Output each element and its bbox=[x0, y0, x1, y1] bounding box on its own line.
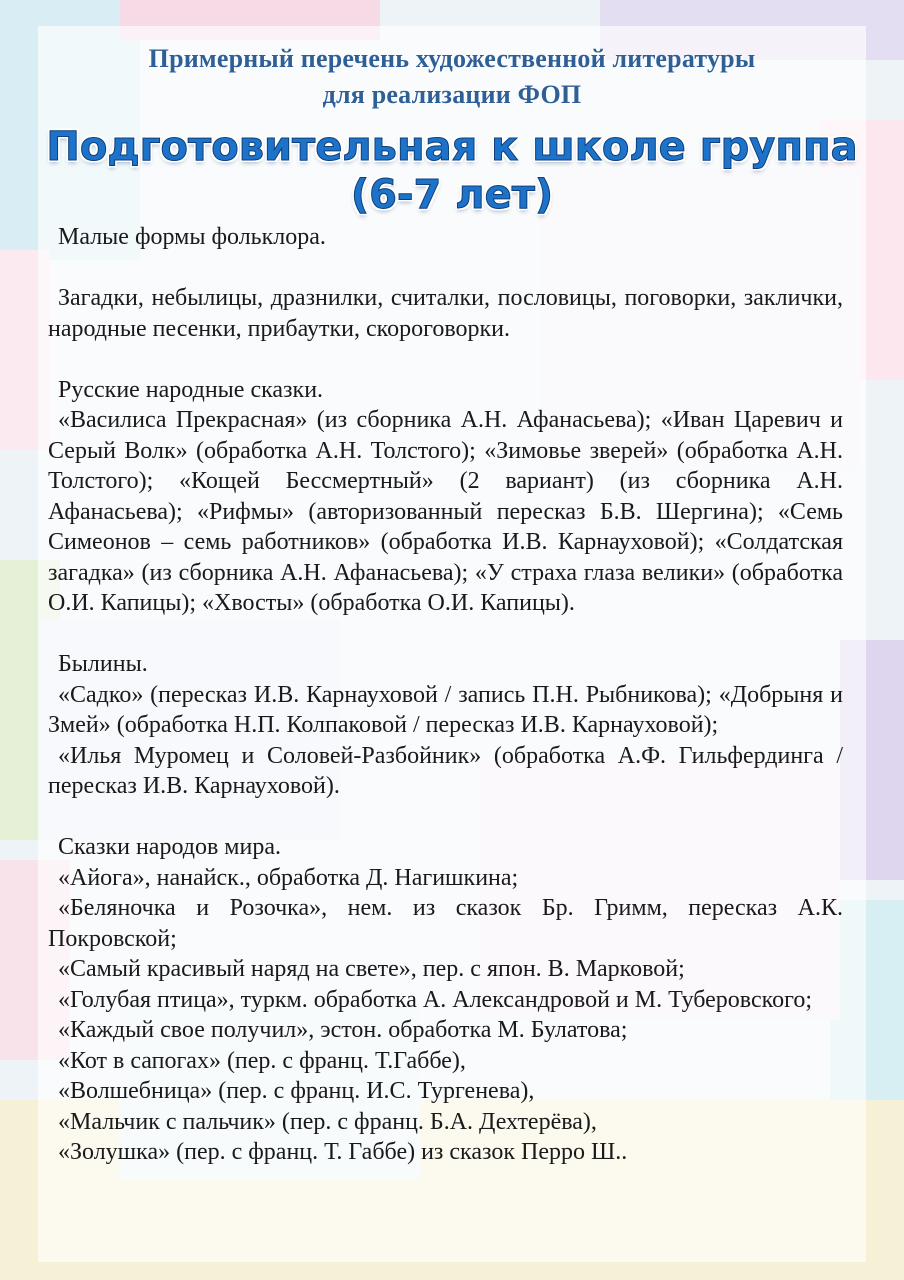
list-item: «Мальчик с пальчик» (пер. с франц. Б.А. Дехтерёва), bbox=[58, 1108, 597, 1135]
list-item: «Голубая птица», туркм. обработка А. Александровой и М. Туберовского; bbox=[58, 986, 812, 1013]
list-item: «Айога», нанайск., обработка Д. Нагишкина; bbox=[58, 864, 519, 891]
section-title-byliny: Былины. bbox=[58, 651, 148, 677]
list-item: «Золушка» (пер. с франц. Т. Габбе) из сказок Перро Ш.. bbox=[58, 1139, 628, 1165]
list-item: «Садко» (пересказ И.В. Карнауховой / запись П.Н. Рыбникова); «Добрыня и Змей» (обработка Н.П. Колпаковой / пересказ И.В. Карнауховой); bbox=[48, 681, 843, 738]
section-title-russian-tales: Русские народные сказки. bbox=[58, 376, 324, 403]
list-item: «Каждый свое получил», эстон. обработка М. Булатова; bbox=[58, 1017, 628, 1043]
literature-list bbox=[48, 222, 843, 1168]
list-item: «Самый красивый наряд на свете», пер. с япон. В. Марковой; bbox=[58, 956, 685, 982]
section-title-folklore: Малые формы фольклора. bbox=[58, 224, 326, 250]
list-item: «Кот в сапогах» (пер. с франц. Т.Габбе), bbox=[58, 1047, 466, 1074]
group-title: Подготовительная к школе группа bbox=[46, 124, 858, 170]
section-text-russian-tales: «Василиса Прекрасная» (из сборника А.Н. Афанасьева); «Иван Царевич и Серый Волк» (обработка А.Н. Толстого); «Зимовье зверей» (обработка А.Н. Толстого); «Кощей Бессмертный» (2 вариант) (из сборника А.Н. Афанасьева); «Рифмы» (авторизованный пересказ Б.В. Шергина); «Семь Симеонов – семь работников» (обработка И.В. Карнауховой); «Солдатская загадка» (из сборника А.Н. Афанасьева); «У страха глаза велики» (обработка О.И. Капицы); «Хвосты» (обработка О.И. Капицы). bbox=[48, 407, 843, 616]
age-range-title: (6-7 лет) bbox=[350, 172, 554, 218]
header-line-2: для реализации ФОП bbox=[322, 80, 582, 109]
section-text-folklore: Загадки, небылицы, дразнилки, считалки, пословицы, поговорки, заклички, народные песенки, прибаутки, скороговорки. bbox=[48, 285, 843, 342]
header-line-1: Примерный перечень художественной литературы bbox=[148, 44, 756, 73]
list-item: «Волшебница» (пер. с франц. И.С. Тургенева), bbox=[58, 1078, 535, 1104]
list-item: «Беляночка и Розочка», нем. из сказок Бр. Гримм, пересказ А.К. Покровской; bbox=[48, 895, 843, 952]
section-title-world-tales: Сказки народов мира. bbox=[58, 834, 281, 860]
list-item: «Илья Муромец и Соловей-Разбойник» (обработка А.Ф. Гильфердинга / пересказ И.В. Карнауховой). bbox=[48, 742, 843, 799]
